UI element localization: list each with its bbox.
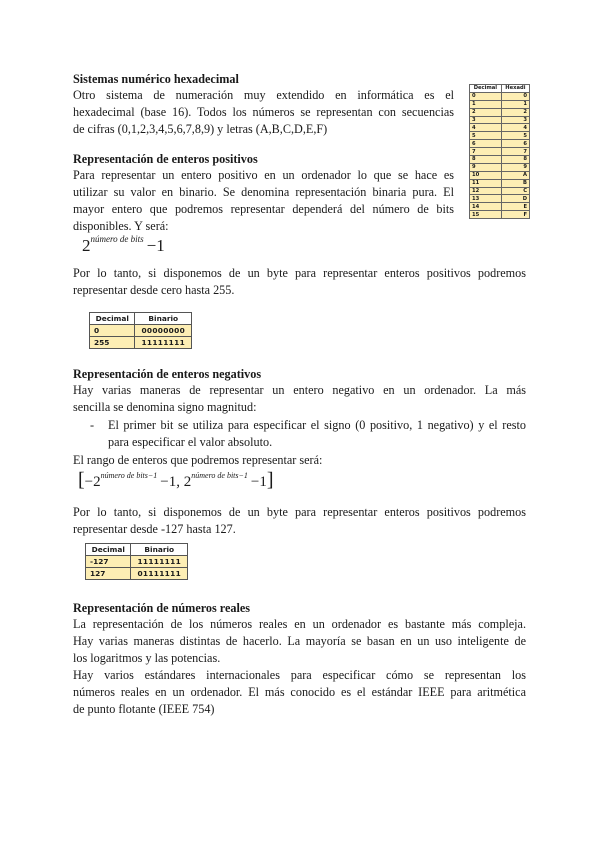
- hex-cell-decimal: 8: [470, 156, 502, 164]
- formula-tail: −1: [250, 474, 267, 490]
- hex-heading: Sistemas numérico hexadecimal: [73, 72, 239, 86]
- real-paragraph-line: de punto flotante (IEEE 754): [73, 702, 215, 716]
- hex-cell-hex: 1: [501, 100, 529, 108]
- negative-after-line: representar desde -127 hasta 127.: [73, 522, 236, 536]
- table-cell-binary: 11111111: [131, 556, 188, 568]
- hex-paragraph-line: Otro sistema de numeración muy extendido en informática es el: [73, 88, 454, 102]
- formula-close-bracket: ]: [266, 469, 274, 491]
- formula-exponent: número de bits: [90, 234, 144, 244]
- positive-heading: Representación de enteros positivos: [73, 152, 258, 166]
- table-header: Decimal: [90, 313, 135, 325]
- negative-after-line: Por lo tanto, si disponemos de un byte para representar enteros positivos podremos: [73, 505, 526, 519]
- positive-formula: [82, 236, 165, 256]
- formula-tail: −1: [146, 236, 165, 255]
- positive-after-line: Por lo tanto, si disponemos de un byte para representar enteros positivos podremos: [73, 266, 526, 280]
- table-cell-binary: 01111111: [131, 568, 188, 580]
- hex-cell-decimal: 2: [470, 108, 502, 116]
- hex-cell-decimal: 0: [470, 92, 502, 100]
- hex-cell-hex: B: [501, 179, 529, 187]
- real-paragraph-line: números reales en un ordenador. El más conocido es el estándar IEEE para aritmética: [73, 685, 526, 699]
- hex-cell-hex: 4: [501, 124, 529, 132]
- positive-paragraph-line: mayor entero que podremos representar dependerá del número de bits: [73, 202, 454, 216]
- formula-mid: −1, 2: [160, 474, 192, 490]
- hex-cell-decimal: 1: [470, 100, 502, 108]
- hex-cell-decimal: 7: [470, 148, 502, 156]
- table-header: Decimal: [86, 544, 131, 556]
- hex-cell-hex: 8: [501, 156, 529, 164]
- hex-cell-hex: F: [501, 211, 529, 219]
- hex-cell-hex: 9: [501, 163, 529, 171]
- formula-base: 2: [82, 236, 91, 255]
- hex-paragraph-line: de cifras (0,1,2,3,4,5,6,7,8,9) y letras (A,B,C,D,E,F): [73, 122, 328, 136]
- real-paragraph-line: La representación de los números reales en un ordenador es bastante más compleja.: [73, 617, 526, 631]
- table-cell-decimal: 0: [90, 325, 135, 337]
- hex-table-header: Hexadi: [501, 85, 529, 93]
- positive-paragraph-line: Para representar un entero positivo en un ordenador lo que se hace es: [73, 168, 454, 182]
- hex-cell-hex: 0: [501, 92, 529, 100]
- formula-neg: −2: [84, 474, 101, 490]
- positive-paragraph-line: disponibles. Y será:: [73, 219, 169, 233]
- negative-heading: Representación de enteros negativos: [73, 367, 262, 381]
- hex-cell-hex: D: [501, 195, 529, 203]
- positive-paragraph-line: utilizar su valor en binario. Se denomina representación binaria pura. El: [73, 185, 454, 199]
- bullet-line: para especificar el valor absoluto.: [108, 435, 273, 449]
- hex-cell-hex: 2: [501, 108, 529, 116]
- bullet-marker: -: [90, 418, 95, 432]
- negative-paragraph-line: sencilla se denomina signo magnitud:: [73, 400, 257, 414]
- hex-cell-hex: 6: [501, 140, 529, 148]
- hex-paragraph-line: hexadecimal (base 16). Todos los números se representan con secuencias: [73, 105, 454, 119]
- positive-after-line: representar desde cero hasta 255.: [73, 283, 235, 297]
- hex-cell-hex: A: [501, 171, 529, 179]
- formula-exponent: número de bits−1: [100, 471, 158, 480]
- positive-table: [89, 312, 192, 349]
- hex-cell-decimal: 13: [470, 195, 502, 203]
- hex-cell-decimal: 9: [470, 163, 502, 171]
- hex-cell-decimal: 5: [470, 132, 502, 140]
- hex-cell-decimal: 4: [470, 124, 502, 132]
- real-heading: Representación de números reales: [73, 601, 251, 615]
- table-header: Binario: [135, 313, 192, 325]
- hex-cell-hex: 3: [501, 116, 529, 124]
- hex-cell-decimal: 3: [470, 116, 502, 124]
- table-cell-binary: 00000000: [135, 325, 192, 337]
- hex-cell-hex: E: [501, 203, 529, 211]
- table-cell-decimal: -127: [86, 556, 131, 568]
- hex-cell-hex: C: [501, 187, 529, 195]
- hex-table-header: Decimal: [470, 85, 502, 93]
- negative-paragraph-line: Hay varias maneras de representar un entero negativo en un ordenador. La más: [73, 383, 526, 397]
- bullet-line: El primer bit se utiliza para especificar el signo (0 positivo, 1 negativo) y el resto: [108, 418, 526, 432]
- negative-formula: [78, 469, 274, 492]
- hex-table: [469, 84, 530, 219]
- hex-cell-decimal: 15: [470, 211, 502, 219]
- table-cell-binary: 11111111: [135, 337, 192, 349]
- hex-cell-decimal: 10: [470, 171, 502, 179]
- hex-cell-hex: 5: [501, 132, 529, 140]
- real-paragraph-line: Hay varios estándares internacionales para especificar cómo se representan los: [73, 668, 526, 682]
- table-cell-decimal: 127: [86, 568, 131, 580]
- hex-cell-decimal: 12: [470, 187, 502, 195]
- table-header: Binario: [131, 544, 188, 556]
- real-paragraph-line: Hay varias maneras distintas de hacerlo. La mayoría se basan en un uso inteligente de: [73, 634, 526, 648]
- hex-cell-decimal: 6: [470, 140, 502, 148]
- hex-cell-decimal: 11: [470, 179, 502, 187]
- range-line: El rango de enteros que podremos representar será:: [73, 453, 323, 467]
- real-paragraph-line: los logaritmos y las potencias.: [73, 651, 221, 665]
- formula-open-bracket: [: [78, 469, 85, 491]
- hex-cell-decimal: 14: [470, 203, 502, 211]
- negative-table: [85, 543, 188, 580]
- table-cell-decimal: 255: [90, 337, 135, 349]
- formula-exponent: número de bits−1: [191, 471, 248, 480]
- hex-cell-hex: 7: [501, 148, 529, 156]
